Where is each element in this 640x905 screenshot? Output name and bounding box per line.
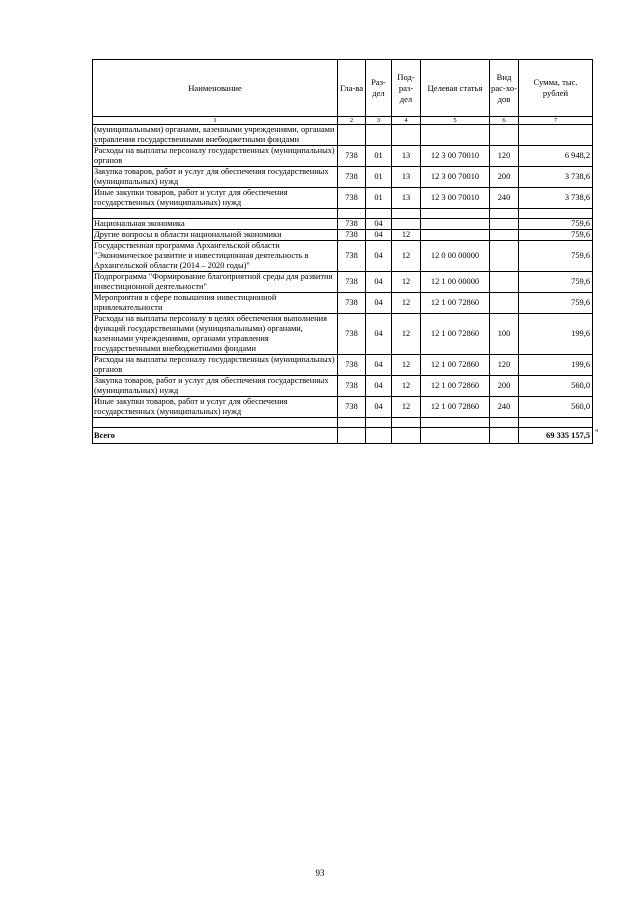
total-empty-cell	[421, 428, 490, 444]
row-name: (муниципальными) органами, казенными учреждениями, органами управления государственными внебюджетными фондами	[93, 125, 338, 146]
col-number: 5	[421, 117, 490, 125]
row-podrazdel: 12	[392, 230, 421, 241]
row-vid: 120	[490, 146, 519, 167]
row-glava: 738	[338, 397, 366, 418]
column-number-row	[93, 117, 593, 125]
row-name: Мероприятия в сфере повышения инвестиционной привлекательности	[93, 293, 338, 314]
row-vid	[490, 272, 519, 293]
row-glava: 738	[338, 355, 366, 376]
closing-quote: "	[595, 428, 599, 438]
row-tselevaya: 12 0 00 00000	[421, 241, 490, 272]
row-razdel: 04	[366, 314, 392, 355]
row-tselevaya: 12 3 00 70010	[421, 167, 490, 188]
row-razdel: 01	[366, 146, 392, 167]
row-tselevaya: 12 3 00 70010	[421, 146, 490, 167]
budget-table	[92, 59, 593, 444]
header-summa: Сумма, тыс. рублей	[519, 60, 593, 117]
col-number: 1	[93, 117, 338, 125]
col-number: 4	[392, 117, 421, 125]
row-glava: 738	[338, 167, 366, 188]
row-podrazdel: 12	[392, 241, 421, 272]
row-summa	[519, 209, 593, 219]
row-summa	[519, 418, 593, 428]
row-razdel: 01	[366, 167, 392, 188]
header-tselevaya: Целевая статья	[421, 60, 490, 117]
row-name: Закупка товаров, работ и услуг для обеспечения государственных (муниципальных) нужд	[93, 167, 338, 188]
row-glava: 738	[338, 219, 366, 230]
table-row	[93, 230, 593, 241]
row-podrazdel	[392, 125, 421, 146]
row-glava: 738	[338, 241, 366, 272]
header-razdel: Раз-дел	[366, 60, 392, 117]
header-vid: Вид рас-хо-дов	[490, 60, 519, 117]
header-name: Наименование	[93, 60, 338, 117]
row-vid: 240	[490, 188, 519, 209]
page-number: 93	[315, 868, 325, 878]
row-tselevaya: 12 3 00 70010	[421, 188, 490, 209]
row-vid	[490, 241, 519, 272]
table-row	[93, 219, 593, 230]
row-podrazdel: 12	[392, 397, 421, 418]
col-number: 3	[366, 117, 392, 125]
row-tselevaya	[421, 125, 490, 146]
row-glava	[338, 125, 366, 146]
row-razdel	[366, 209, 392, 219]
row-tselevaya	[421, 418, 490, 428]
row-podrazdel: 12	[392, 314, 421, 355]
table-header-row	[93, 60, 593, 117]
row-name: Государственная программа Архангельской области "Экономическое развитие и инвестиционная деятельность в Архангельской области (2014 – 2020 годы)"	[93, 241, 338, 272]
row-name: Национальная экономика	[93, 219, 338, 230]
row-summa: 3 738,6	[519, 188, 593, 209]
row-tselevaya: 12 1 00 72860	[421, 293, 490, 314]
table-row	[93, 167, 593, 188]
row-razdel	[366, 418, 392, 428]
total-sum: 69 335 157,5	[519, 428, 593, 444]
row-podrazdel: 12	[392, 376, 421, 397]
row-summa: 6 948,2	[519, 146, 593, 167]
row-vid: 120	[490, 355, 519, 376]
table-row	[93, 314, 593, 355]
row-tselevaya: 12 1 00 72860	[421, 314, 490, 355]
total-empty-cell	[366, 428, 392, 444]
row-tselevaya: 12 1 00 00000	[421, 272, 490, 293]
table-row	[93, 397, 593, 418]
row-vid: 100	[490, 314, 519, 355]
header-podrazdel: Под-раз-дел	[392, 60, 421, 117]
row-name: Иные закупки товаров, работ и услуг для обеспечения государственных (муниципальных) нужд	[93, 188, 338, 209]
row-glava: 738	[338, 272, 366, 293]
row-tselevaya: 12 1 00 72860	[421, 397, 490, 418]
row-razdel: 04	[366, 230, 392, 241]
row-razdel: 01	[366, 188, 392, 209]
row-name: Иные закупки товаров, работ и услуг для обеспечения государственных (муниципальных) нужд	[93, 397, 338, 418]
row-tselevaya	[421, 209, 490, 219]
row-glava	[338, 418, 366, 428]
row-podrazdel: 12	[392, 355, 421, 376]
row-razdel: 04	[366, 241, 392, 272]
row-glava: 738	[338, 314, 366, 355]
table-row	[93, 376, 593, 397]
row-name	[93, 209, 338, 219]
row-glava: 738	[338, 188, 366, 209]
total-label: Всего	[93, 428, 338, 444]
row-glava: 738	[338, 146, 366, 167]
row-glava	[338, 209, 366, 219]
row-summa: 560,0	[519, 397, 593, 418]
table-row	[93, 125, 593, 146]
row-glava: 738	[338, 376, 366, 397]
total-row	[93, 428, 593, 444]
row-name: Подпрограмма "Формирование благоприятной среды для развития инвестиционной деятельности"	[93, 272, 338, 293]
table-row	[93, 188, 593, 209]
row-razdel: 04	[366, 376, 392, 397]
row-vid: 200	[490, 167, 519, 188]
total-empty-cell	[392, 428, 421, 444]
row-vid	[490, 293, 519, 314]
row-podrazdel	[392, 418, 421, 428]
row-podrazdel: 13	[392, 188, 421, 209]
row-name: Закупка товаров, работ и услуг для обеспечения государственных (муниципальных) нужд	[93, 376, 338, 397]
row-vid	[490, 418, 519, 428]
row-podrazdel: 12	[392, 272, 421, 293]
header-glava: Гла-ва	[338, 60, 366, 117]
row-glava: 738	[338, 230, 366, 241]
row-summa: 560,0	[519, 376, 593, 397]
row-razdel: 04	[366, 397, 392, 418]
total-empty-cell	[490, 428, 519, 444]
row-vid	[490, 125, 519, 146]
blank-row	[93, 209, 593, 219]
row-name: Расходы на выплаты персоналу государственных (муниципальных) органов	[93, 146, 338, 167]
table-row	[93, 241, 593, 272]
row-summa: 759,6	[519, 272, 593, 293]
row-name: Другие вопросы в области национальной экономики	[93, 230, 338, 241]
row-razdel: 04	[366, 219, 392, 230]
row-glava: 738	[338, 293, 366, 314]
total-empty-cell	[338, 428, 366, 444]
row-summa: 199,6	[519, 314, 593, 355]
row-summa: 199,6	[519, 355, 593, 376]
row-summa	[519, 125, 593, 146]
row-summa: 759,6	[519, 293, 593, 314]
row-podrazdel	[392, 219, 421, 230]
row-podrazdel: 12	[392, 293, 421, 314]
row-name: Расходы на выплаты персоналу в целях обеспечения выполнения функций государственными (муниципальными) органами, казенными учреждениями, органами управления государственными внебюджетными фондами	[93, 314, 338, 355]
blank-row	[93, 418, 593, 428]
row-vid	[490, 219, 519, 230]
table-row	[93, 355, 593, 376]
row-tselevaya	[421, 230, 490, 241]
row-razdel	[366, 125, 392, 146]
row-name	[93, 418, 338, 428]
row-name: Расходы на выплаты персоналу государственных (муниципальных) органов	[93, 355, 338, 376]
row-podrazdel	[392, 209, 421, 219]
row-summa: 3 738,6	[519, 167, 593, 188]
row-summa: 759,6	[519, 230, 593, 241]
table-row	[93, 146, 593, 167]
row-tselevaya	[421, 219, 490, 230]
row-vid	[490, 230, 519, 241]
col-number: 6	[490, 117, 519, 125]
row-razdel: 04	[366, 272, 392, 293]
row-vid: 200	[490, 376, 519, 397]
col-number: 2	[338, 117, 366, 125]
row-tselevaya: 12 1 00 72860	[421, 355, 490, 376]
row-tselevaya: 12 1 00 72860	[421, 376, 490, 397]
row-vid	[490, 209, 519, 219]
row-summa: 759,6	[519, 219, 593, 230]
table-body	[93, 125, 593, 428]
table-row	[93, 293, 593, 314]
row-podrazdel: 13	[392, 167, 421, 188]
row-podrazdel: 13	[392, 146, 421, 167]
row-vid: 240	[490, 397, 519, 418]
row-summa: 759,6	[519, 241, 593, 272]
table-row	[93, 272, 593, 293]
budget-table-container	[92, 59, 599, 444]
row-razdel: 04	[366, 293, 392, 314]
row-razdel: 04	[366, 355, 392, 376]
col-number: 7	[519, 117, 593, 125]
